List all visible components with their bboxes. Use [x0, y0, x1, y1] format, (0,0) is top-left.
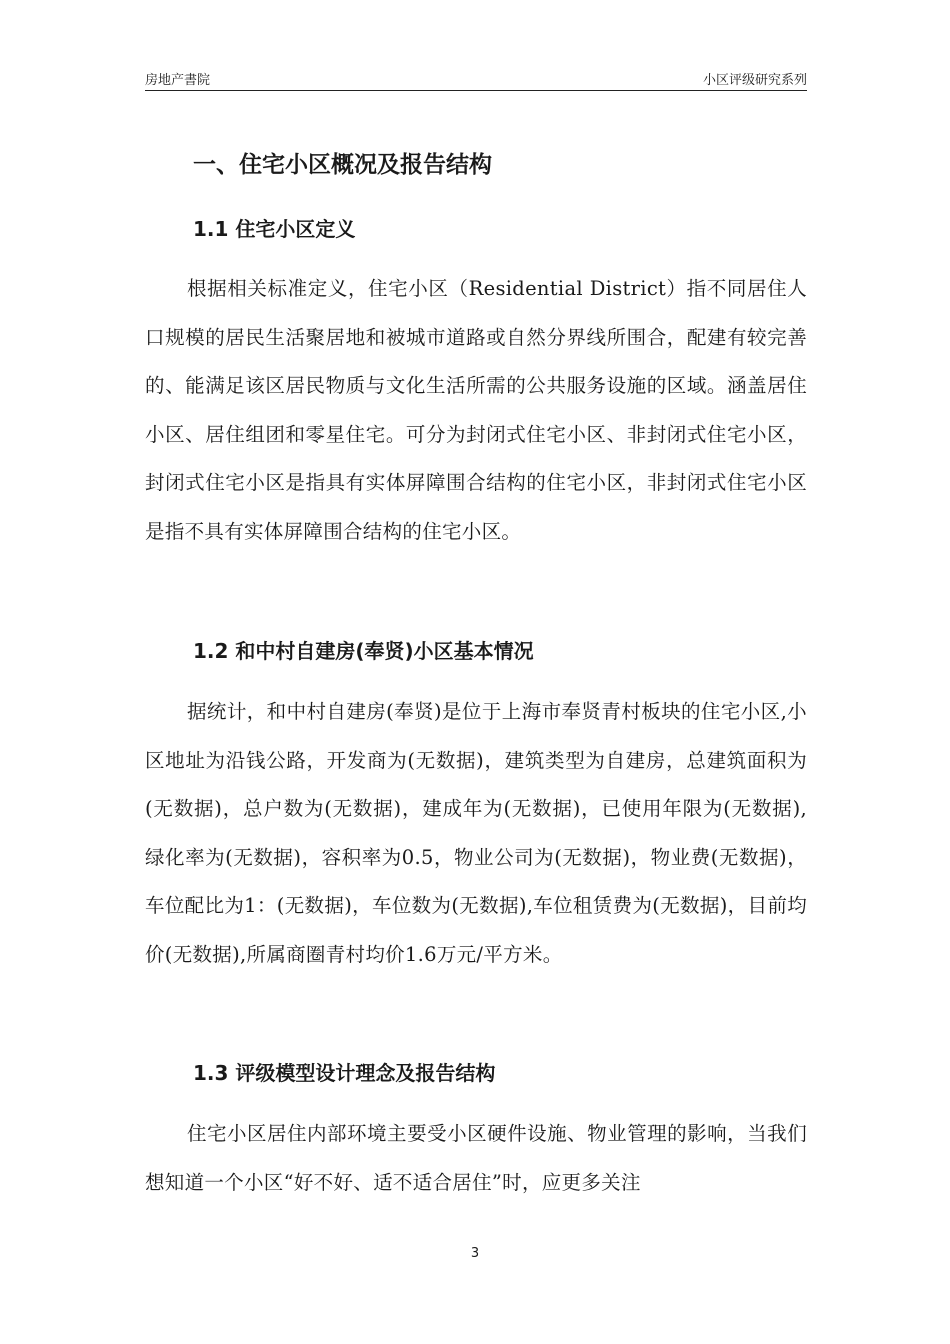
subsection-heading-1-2: 1.2 和中村自建房(奉贤)小区基本情况 — [193, 639, 534, 663]
section-title: 一、住宅小区概况及报告结构 — [193, 152, 492, 178]
paragraph-model-design: 住宅小区居住内部环境主要受小区硬件设施、物业管理的影响，当我们想知道一个小区“好不好、适不适合居住”时，应更多关注 — [145, 1122, 807, 1194]
header-publisher: 房地产書院 — [145, 73, 211, 88]
paragraph-definition: 根据相关标准定义，住宅小区（Residential District）指不同居住人口规模的居民生活聚居地和被城市道路或自然分界线所围合，配建有较完善的、能满足该区居民物质与文化生活所需的公共服务设施的区域。涵盖居住小区、居住组团和零星住宅。可分为封闭式住宅小区、非封闭式住宅小区，封闭式住宅小区是指具有实体屏障围合结构的住宅小区，非封闭式住宅小区是指不具有实体屏障围合结构的住宅小区。 — [145, 277, 807, 543]
header-series-title: 小区评级研究系列 — [702, 73, 807, 88]
subsection-heading-1-3: 1.3 评级模型设计理念及报告结构 — [193, 1061, 496, 1085]
page-number: 3 — [470, 1246, 480, 1261]
subsection-heading-1-1: 1.1 住宅小区定义 — [193, 217, 356, 241]
paragraph-basic-info: 据统计，和中村自建房(奉贤)是位于上海市奉贤青村板块的住宅小区,小区地址为沿钱公路，开发商为(无数据)，建筑类型为自建房，总建筑面积为(无数据)，总户数为(无数据)，建成年为(无数据)，已使用年限为(无数据),绿化率为(无数据)，容积率为0.5，物业公司为(无数据)，物业费(无数据)，车位配比为1：(无数据)，车位数为(无数据),车位租赁费为(无数据)，目前均价(无数据),所属商圈青村均价1.6万元/平方米。 — [145, 700, 807, 966]
page-header — [145, 66, 807, 91]
